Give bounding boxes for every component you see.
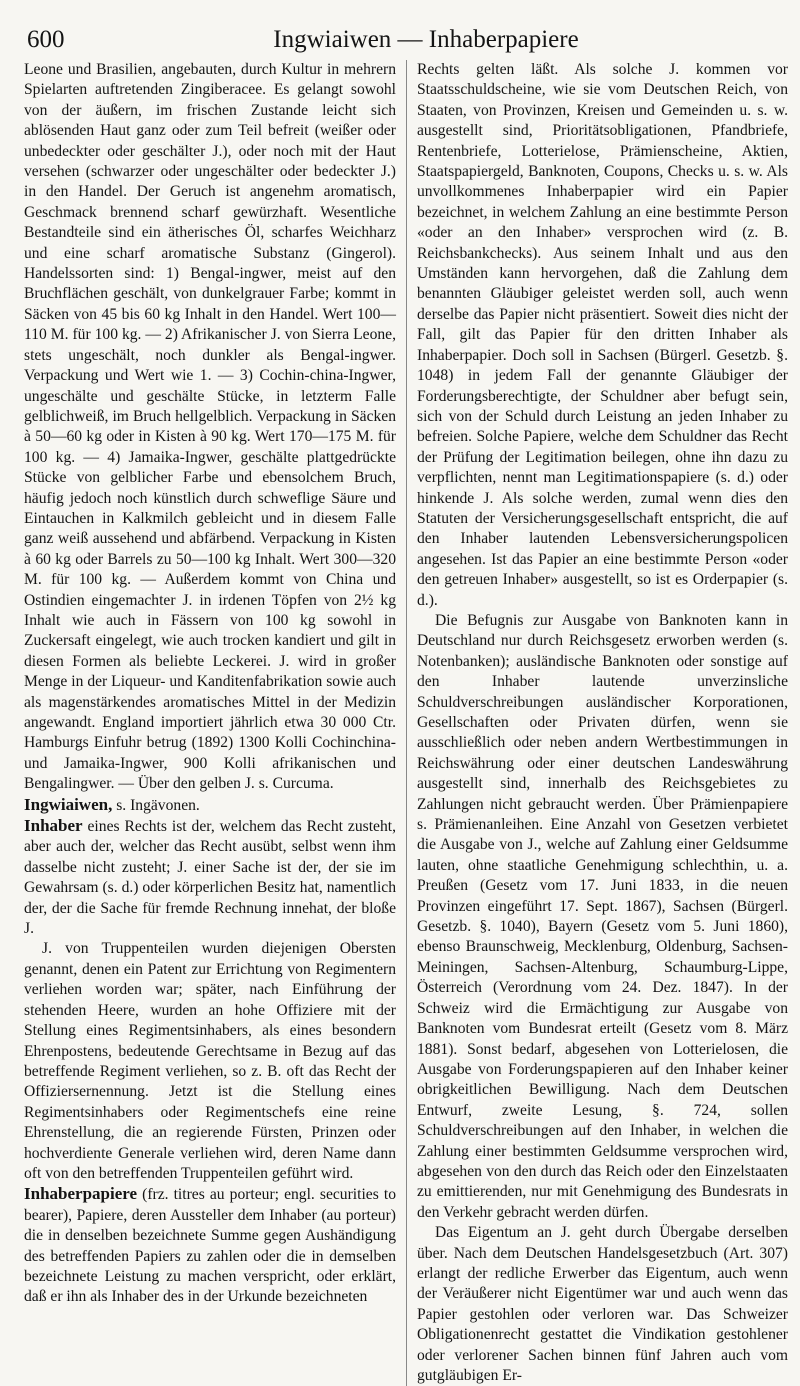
page-header (24, 14, 788, 60)
entry-inhaberpapiere (24, 1184, 396, 1307)
entry-ingwiaiwen (24, 795, 396, 816)
text-columns (24, 60, 788, 1386)
paragraph-eigentum: Das Eigentum an J. geht durch Übergabe derselben über. Nach dem Deutschen Handelsgesetzbuch (Art. 307) erlangt der redliche Erwerber das Eigentum, auch wenn der Veräußerer nicht Eigentümer war und auch wenn das Papier gestohlen oder verloren war. Das Schweizer Obligationenrecht gestattet die Vindikation gestohlener oder verlorener Sachen binnen fünf Jahren auch vom gutgläubigen Er- (417, 1224, 788, 1384)
page-number: 600 (27, 26, 65, 53)
entry-body: eines Rechts ist der, welchem das Recht zusteht, aber auch der, welcher das Recht ausübt, selbst wenn ihm dasselbe nicht zusteht; J. einer Sache ist der, der sie im Gewahrsam (s. d.) oder körperlichen Besitz hat, namentlich der, der die Sache für fremde Rechnung innehat, der bloße J. (24, 818, 396, 938)
headword-inhaber: Inhaber (24, 816, 83, 836)
entry-body: (frz. titres au porteur; engl. securities to bearer), Papiere, deren Aussteller dem Inhaber (au porteur) die in denselben bezeichnete Summe gegen Aushändigung des betreffenden Papiers zu zahlen oder die in demselben bezeichnete Leistung zu machen verspricht, oder erklärt, daß er ihn als Inhaber des in der Urkunde bezeichneten (24, 1186, 396, 1306)
entry-continuation-ingwer: Leone und Brasilien, angebauten, durch Kultur in mehrern Spielarten auftretenden Zingiberacee. Es gelangt sowohl von der äußern, im frischen Zustande leicht sich ablösenden Haut ganz oder zum Teil befreit (weißer oder unbedeckter oder geschälter J.), oder noch mit der Haut versehen (schwarzer oder ungeschälter oder bedeckter J.) in den Handel. Der Geruch ist angenehm aromatisch, Geschmack brennend scharf gewürzhaft. Wesentliche Bestandteile sind ein ätherisches Öl, scharfes Weichharz und eine scharf aromatische Substanz (Gingerol). Handelssorten sind: 1) Bengal-ingwer, meist auf den Bruchflächen geschält, von dunkelgrauer Farbe; kommt in Säcken von 45 bis 60 kg Inhalt in den Handel. Wert 100—110 M. für 100 kg. — 2) Afrikanischer J. von Sierra Leone, stets ungeschält, noch dunkler als Bengal-ingwer. Verpackung und Wert wie 1. — 3) Cochin-china-Ingwer, ungeschälte und geschälte Stücke, in letzterm Falle gelblichweiß, im Bruch hellgelblich. Verpackung in Säcken à 50—60 kg oder in Kisten à 90 kg. Wert 170—175 M. für 100 kg. — 4) Jamaika-Ingwer, geschälte plattgedrückte Stücke von gelblicher Farbe und ebensolchem Bruch, häufig jedoch noch künstlich durch schweflige Säure und Eintauchen in Kalkmilch gebleicht und in diesem Falle ganz weiß aussehend und abfärbend. Verpackung in Kisten à 60 kg oder Barrels zu 50—100 kg Inhalt. Wert 300—320 M. für 100 kg. — Außerdem kommt von China und Ostindien eingemachter J. in irdenen Töpfen von 2½ kg Inhalt wie auch in Fässern von 100 kg sowohl in Zuckersaft eingelegt, wie auch trocken kandiert und gilt in diesen Formen als beliebte Leckerei. J. wird in großer Menge in der Liqueur- und Kanditenfabrikation sowie auch als magenstärkendes aromatisches Mittel in der Medizin angewandt. England importiert jährlich etwa 30 000 Ctr. Hamburgs Einfuhr betrug (1892) 1300 Kolli Cochinchina- und Jamaika-Ingwer, 900 Kolli afrikanischen und Bengalingwer. — Über den gelben J. s. Curcuma. (24, 61, 396, 793)
entry-inhaber (24, 816, 396, 939)
running-title: Ingwiaiwen — Inhaberpapiere (273, 26, 579, 53)
right-column (406, 60, 788, 1386)
left-column (24, 60, 406, 1386)
headword-ingwiaiwen: Ingwiaiwen, (24, 794, 113, 814)
paragraph-inhaberpapiere-cont: Rechts gelten läßt. Als solche J. kommen vor Staatsschuldscheine, wie sie vom Deutschen Reich, von Staaten, von Provinzen, Kreisen und Gemeinden u. s. w. ausgestellt sind, Prioritätsobligationen, Pfandbriefe, Rentenbriefe, Lotterielose, Prämienscheine, Aktien, Staatspapiergeld, Banknoten, Coupons, Checks u. s. w. Als unvollkommenes Inhaberpapier wird ein Papier bezeichnet, in welchem Zahlung an eine bestimmte Person «oder an den Inhaber» versprochen wird (z. B. Reichsbankchecks). Aus seinem Inhalt und aus den Umständen kann hervorgehen, daß die Zahlung dem benannten Gläubiger geleistet werden soll, auch wenn derselbe das Papier nicht präsentiert. Soweit dies nicht der Fall, gilt das Papier für den dritten Inhaber als Inhaberpapier. Doch soll in Sachsen (Bürgerl. Gesetzb. §. 1048) in jedem Fall der genannte Gläubiger der Forderungsberechtigte, der Schuldner aber befugt sein, sich von der Schuld durch Leistung an jeden Inhaber zu befreien. Solche Papiere, welche dem Schuldner das Recht der Prüfung der Legitimation beilegen, ohne ihn dazu zu verpflichten, nennt man Legitimationspapiere (s. d.) oder hinkende J. Als solche werden, zumal wenn dies den Statuten der Versicherungsgesellschaft entspricht, die auf den Inhaber lautenden Lebensversicherungspolicen angesehen. Ist das Papier an eine bestimmte Person «oder den getreuen Inhaber» ausgestellt, so ist es Orderpapier (s. d.). (417, 61, 788, 609)
headword-inhaberpapiere: Inhaberpapiere (24, 1184, 138, 1204)
paragraph-truppenteile: J. von Truppenteilen wurden diejenigen Obersten genannt, denen ein Patent zur Errichtung von Regimentern verliehen worden war; später, nach Einführung der stehenden Heere, wurden an hohe Offiziere mit der Stellung eines Regimentsinhabers, als eines besondern Ehrenpostens, bedeutende Gerechtsame in Bezug auf das betreffende Regiment verliehen, so z. B. oft das Recht der Offiziersernennung. Jetzt ist die Stellung eines Regimentsinhabers oder Regimentschefs eine reine Ehrenstellung, die an regierende Fürsten, Prinzen oder hochverdiente Generale verliehen wird, deren Name dann oft von den betreffenden Truppenteilen geführt wird. (24, 940, 396, 1182)
paragraph-banknoten: Die Befugnis zur Ausgabe von Banknoten kann in Deutschland nur durch Reichsgesetz erworben werden (s. Notenbanken); ausländische Banknoten oder sonstige auf den Inhaber lautende unverzinsliche Schuldverschreibungen ausländischer Korporationen, Gesellschaften oder Privaten dürfen, wenn sie ausschließlich oder neben andern Wertbestimmungen in Reichswährung oder einer deutschen Landeswährung ausgestellt sind, innerhalb des Reichsgebietes zu Zahlungen nicht gebraucht werden. Über Prämienpapiere s. Prämienanleihen. Eine Anzahl von Gesetzen verbietet die Ausgabe von J., welche auf Zahlung einer Geldsumme lauten, ohne staatliche Genehmigung schlechthin, u. a. Preußen (Gesetz vom 17. Juni 1833, in die neuen Provinzen eingeführt 17. Sept. 1867), Sachsen (Bürgerl. Gesetzb. §. 1040), Bayern (Gesetz vom 5. Juni 1860), ebenso Braunschweig, Mecklenburg, Oldenburg, Sachsen-Meiningen, Sachsen-Altenburg, Schaumburg-Lippe, Österreich (Verordnung vom 24. Dez. 1847). In der Schweiz wird die Ermächtigung zur Ausgabe von Banknoten vom Bundesrat erteilt (Gesetz vom 8. März 1881). Sonst bedarf, abgesehen von Lotterielosen, die Ausgabe von Forderungspapieren auf den Inhaber keiner obrigkeitlichen Bewilligung. Nach dem Deutschen Entwurf, zweite Lesung, §. 724, sollen Schuldverschreibungen auf den Inhaber, in welchen die Zahlung einer bestimmten Geldsumme versprochen wird, abgesehen von den durch das Reich oder den Einzelstaaten zu emittierenden, nur mit Genehmigung des Bundesrats in den Verkehr gebracht werden dürfen. (417, 611, 788, 1221)
entry-body: s. Ingävonen. (112, 796, 200, 814)
